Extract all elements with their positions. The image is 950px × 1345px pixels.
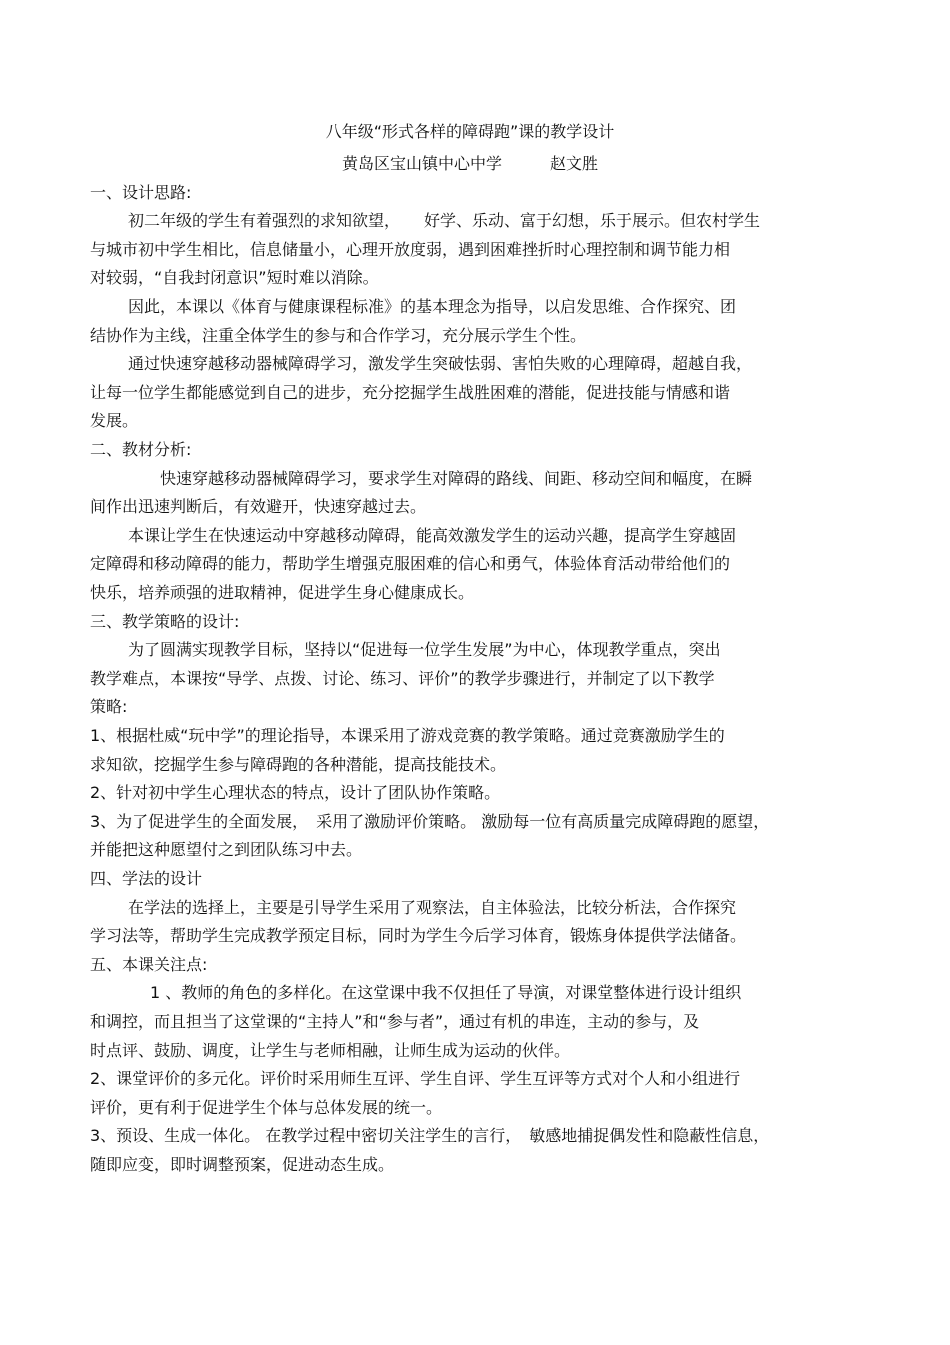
paragraph-line: 1 、教师的角色的多样化。在这堂课中我不仅担任了导演，对课堂整体进行设计组织 — [150, 983, 742, 1002]
doc-title: 八年级“形式各样的障碍跑”课的教学设计 — [325, 122, 615, 141]
section-heading: 二、教材分析: — [90, 440, 192, 459]
paragraph-line: 本课让学生在快速运动中穿越移动障碍，能高效激发学生的运动兴趣，提高学生穿越固 — [128, 526, 737, 545]
paragraph-line: 与城市初中学生相比，信息储量小，心理开放度弱，遇到困难挫折时心理控制和调节能力相 — [90, 240, 731, 259]
section-heading: 五、本课关注点: — [90, 955, 208, 974]
paragraph-line: 3、预设、生成一体化。 在教学过程中密切关注学生的言行， 敏感地捕捉偶发性和隐蔽性信息， — [90, 1126, 770, 1145]
paragraph-line: 策略: — [90, 697, 128, 716]
paragraph-line: 在学法的选择上，主要是引导学生采用了观察法，自主体验法，比较分析法，合作探究 — [128, 898, 737, 917]
paragraph-line: 评价，更有利于促进学生个体与总体发展的统一。 — [90, 1098, 443, 1117]
paragraph-line: 2、课堂评价的多元化。评价时采用师生互评、学生自评、学生互评等方式对个人和小组进行 — [90, 1069, 741, 1088]
paragraph-line: 通过快速穿越移动器械障碍学习，激发学生突破怯弱、害怕失败的心理障碍，超越自我， — [128, 354, 753, 373]
paragraph-line: 1、根据杜威“玩中学”的理论指导，本课采用了游戏竞赛的教学策略。通过竞赛激励学生的 — [90, 726, 725, 745]
paragraph-line: 初二年级的学生有着强烈的求知欲望， 好学、乐动、富于幻想，乐于展示。但农村学生 — [128, 211, 761, 230]
paragraph-line: 快乐，培养顽强的进取精神，促进学生身心健康成长。 — [90, 583, 475, 602]
paragraph-line: 并能把这种愿望付之到团队练习中去。 — [90, 840, 363, 859]
paragraph-line: 快速穿越移动器械障碍学习，要求学生对障碍的路线、间距、移动空间和幅度，在瞬 — [160, 469, 753, 488]
paragraph-line: 让每一位学生都能感觉到自己的进步，充分挖掘学生战胜困难的潜能，促进技能与情感和谐 — [90, 383, 731, 402]
paragraph-line: 为了圆满实现教学目标，坚持以“促进每一位学生发展”为中心，体现教学重点，突出 — [128, 640, 721, 659]
paragraph-line: 时点评、鼓励、调度，让学生与老师相融，让师生成为运动的伙伴。 — [90, 1041, 571, 1060]
paragraph-line: 因此，本课以《体育与健康课程标准》的基本理念为指导，以启发思维、合作探究、团 — [128, 297, 737, 316]
doc-author: 黄岛区宝山镇中心中学 赵文胜 — [341, 154, 598, 173]
paragraph-line: 定障碍和移动障碍的能力，帮助学生增强克服困难的信心和勇气，体验体育活动带给他们的 — [90, 554, 731, 573]
paragraph-line: 对较弱，“自我封闭意识”短时难以消除。 — [90, 268, 379, 287]
paragraph-line: 间作出迅速判断后，有效避开，快速穿越过去。 — [90, 497, 427, 516]
paragraph-line: 2、针对初中学生心理状态的特点，设计了团队协作策略。 — [90, 783, 501, 802]
paragraph-line: 3、为了促进学生的全面发展， 采用了激励评价策略。 激励每一位有高质量完成障碍跑的愿望， — [90, 812, 770, 831]
paragraph-line: 和调控，而且担当了这堂课的“主持人”和“参与者”，通过有机的串连，主动的参与，及 — [90, 1012, 700, 1031]
paragraph-line: 学习法等，帮助学生完成教学预定目标，同时为学生今后学习体育，锻炼身体提供学法储备。 — [90, 926, 747, 945]
paragraph-line: 教学难点，本课按“导学、点拨、讨论、练习、评价”的教学步骤进行，并制定了以下教学 — [90, 669, 715, 688]
paragraph-line: 发展。 — [90, 411, 139, 430]
section-heading: 三、教学策略的设计: — [90, 612, 240, 631]
paragraph-line: 结协作为主线，注重全体学生的参与和合作学习，充分展示学生个性。 — [90, 326, 587, 345]
paragraph-line: 随即应变，即时调整预案，促进动态生成。 — [90, 1155, 395, 1174]
paragraph-line: 求知欲，挖掘学生参与障碍跑的各种潜能，提高技能技术。 — [90, 755, 507, 774]
section-heading: 一、设计思路: — [90, 183, 192, 202]
section-heading: 四、学法的设计 — [90, 869, 203, 888]
